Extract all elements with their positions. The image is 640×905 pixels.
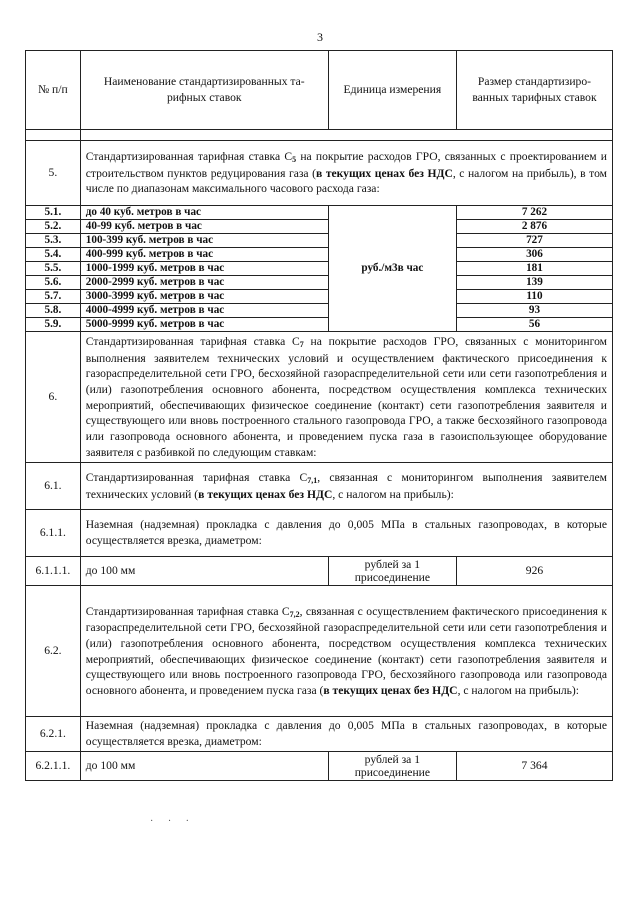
- row-name: 5000-9999 куб. метров в час: [80, 318, 328, 332]
- row-name: до 100 мм: [80, 557, 328, 586]
- row-row611: [26, 510, 613, 557]
- row-row621: [26, 717, 613, 752]
- row-name: 1000-1999 куб. метров в час: [80, 262, 328, 276]
- unit-cell: рублей за 1 присоединение: [328, 752, 456, 781]
- row-name: 100-399 куб. метров в час: [80, 234, 328, 248]
- desc-subscript: 5: [292, 154, 297, 164]
- row-description: [80, 717, 612, 752]
- row-number: 5.7.: [26, 290, 81, 304]
- desc-text: , связанная с осуществлением фактического присоединения к газораспределительной сети ГРО, бесхозяйной газораспределительной сети или сети газопотребления и (или) газопотребления основного абонента, посредством осуществления комплекса технических мероприятий, обеспечивающих физическое соединение (контакт) сети газопотребления заявителя и существующего или вновь построенного газопровода ГРО, бесхозяйного газопровода или газопровода основного абонента, и проведением пуска газа (: [85, 604, 607, 697]
- row-row6111: [26, 557, 613, 586]
- row-name: до 100 мм: [80, 752, 328, 781]
- table-row: [26, 206, 613, 220]
- row-name: до 40 куб. метров в час: [80, 206, 328, 220]
- row-number: 6.2.: [26, 586, 81, 717]
- desc-text: на покрытие расходов ГРО, связанных с мониторингом выполнения заявителем технических условий и осуществлением фактического присоединения к газораспределительной сети ГРО, бесхозяйной газораспределительной сети или сети газопотребления и (или) газопотребления основного абонента, посредством осуществления комплекса технических мероприятий, обеспечивающих физическое соединение (контакт) сети газопотребления заявителя и существующего или вновь построенного стального газопровода ГРО, а также бесхозяйного газопровода или газопровода основного абонента, и проведением пуска газа в газоиспользующее оборудование заявителя с разбивкой по следующим ставкам:: [85, 334, 607, 459]
- row-row61: [26, 463, 613, 510]
- table-row: [26, 248, 613, 262]
- row-number: 6.1.1.: [26, 510, 81, 557]
- desc-text: , связанная с мониторингом выполнения заявителем технических условий (: [85, 470, 607, 501]
- desc-subscript: 7: [299, 339, 304, 349]
- desc-text: , с налогом на прибыль), в том числе по диапазонам максимального часового расхода газа:: [85, 166, 607, 196]
- row-5: [26, 141, 613, 206]
- row-number: 5.3.: [26, 234, 81, 248]
- row-number: 6.1.1.1.: [26, 557, 81, 586]
- desc-text: Стандартизированная тарифная ставка С: [85, 334, 300, 348]
- row-row6: [26, 332, 613, 463]
- header-unit: Единица измерения: [328, 51, 456, 130]
- row-number: 5.2.: [26, 220, 81, 234]
- row-value: 110: [456, 290, 612, 304]
- page-number: 3: [317, 30, 323, 44]
- row-number: 5.1.: [26, 206, 81, 220]
- row-number: 6.2.1.: [26, 717, 81, 752]
- row-name: 40-99 куб. метров в час: [80, 220, 328, 234]
- header-name: Наименование стандартизированных та-рифных ставок: [80, 51, 328, 130]
- desc-text: Наземная (надземная) прокладка с давления до 0,005 МПа в стальных газопроводах, в которые осуществляется врезка, диаметром:: [85, 719, 607, 748]
- desc-text: Наземная (надземная) прокладка с давления до 0,005 МПа в стальных газопроводах, в которые осуществляется врезка, диаметром:: [85, 518, 607, 547]
- table-row: [26, 262, 613, 276]
- row-value: 2 876: [456, 220, 612, 234]
- table-row: [26, 220, 613, 234]
- tariff-table: [25, 50, 613, 781]
- row-value: 727: [456, 234, 612, 248]
- table-header-row: [26, 51, 613, 130]
- desc-subscript: 7,2: [289, 609, 300, 619]
- row-number: 6.: [26, 332, 81, 463]
- row-value: 7 262: [456, 206, 612, 220]
- row-number: 5.5.: [26, 262, 81, 276]
- unit-cell: рублей за 1 присоединение: [328, 557, 456, 586]
- row-value: 7 364: [456, 752, 612, 781]
- table-row: [26, 290, 613, 304]
- row-number: 5.6.: [26, 276, 81, 290]
- desc-text: Стандартизированная тарифная ставка С: [85, 604, 290, 618]
- table-row: [26, 304, 613, 318]
- row-value: 139: [456, 276, 612, 290]
- row-number: 5.8.: [26, 304, 81, 318]
- unit-cell: руб./м3в час: [328, 206, 456, 332]
- header-number: № п/п: [26, 51, 81, 130]
- row-value: 926: [456, 557, 612, 586]
- row-description: [80, 510, 612, 557]
- table-row: [26, 234, 613, 248]
- row-name: 4000-4999 куб. метров в час: [80, 304, 328, 318]
- row-number: 5.9.: [26, 318, 81, 332]
- row-value: 93: [456, 304, 612, 318]
- row-name: 2000-2999 куб. метров в час: [80, 276, 328, 290]
- row-value: 181: [456, 262, 612, 276]
- desc-subscript: 7,1: [307, 475, 318, 485]
- row-number: 6.2.1.1.: [26, 752, 81, 781]
- row-description: [80, 463, 612, 510]
- desc-text: , с налогом на прибыль):: [332, 487, 454, 501]
- desc-text: , с налогом на прибыль):: [457, 683, 580, 697]
- spacer-row: [26, 130, 613, 141]
- row-row62: [26, 586, 613, 717]
- row-description: [80, 586, 612, 717]
- table-row: [26, 276, 613, 290]
- header-size: Размер стандартизиро-ванных тарифных ставок: [456, 51, 612, 130]
- row-number: 5.: [26, 141, 81, 206]
- row-name: 400-999 куб. метров в час: [80, 248, 328, 262]
- row-description: [80, 141, 612, 206]
- row-name: 3000-3999 куб. метров в час: [80, 290, 328, 304]
- row-description: [80, 332, 612, 463]
- desc-text: Стандартизированная тарифная ставка С: [85, 149, 293, 163]
- desc-bold: в текущих ценах без НДС: [316, 166, 453, 180]
- row-value: 56: [456, 318, 612, 332]
- desc-text: Стандартизированная тарифная ставка С: [85, 470, 308, 484]
- row-number: 5.4.: [26, 248, 81, 262]
- row-number: 6.1.: [26, 463, 81, 510]
- scan-artifact: · · ·: [150, 816, 195, 827]
- desc-bold: в текущих ценах без НДС: [198, 487, 333, 501]
- row-value: 306: [456, 248, 612, 262]
- desc-text: на покрытие расходов ГРО, связанных с проектированием и строительством пунктов редуцирования газа (: [85, 149, 608, 180]
- table-row: [26, 318, 613, 332]
- desc-bold: в текущих ценах без НДС: [323, 683, 458, 697]
- row-row6211: [26, 752, 613, 781]
